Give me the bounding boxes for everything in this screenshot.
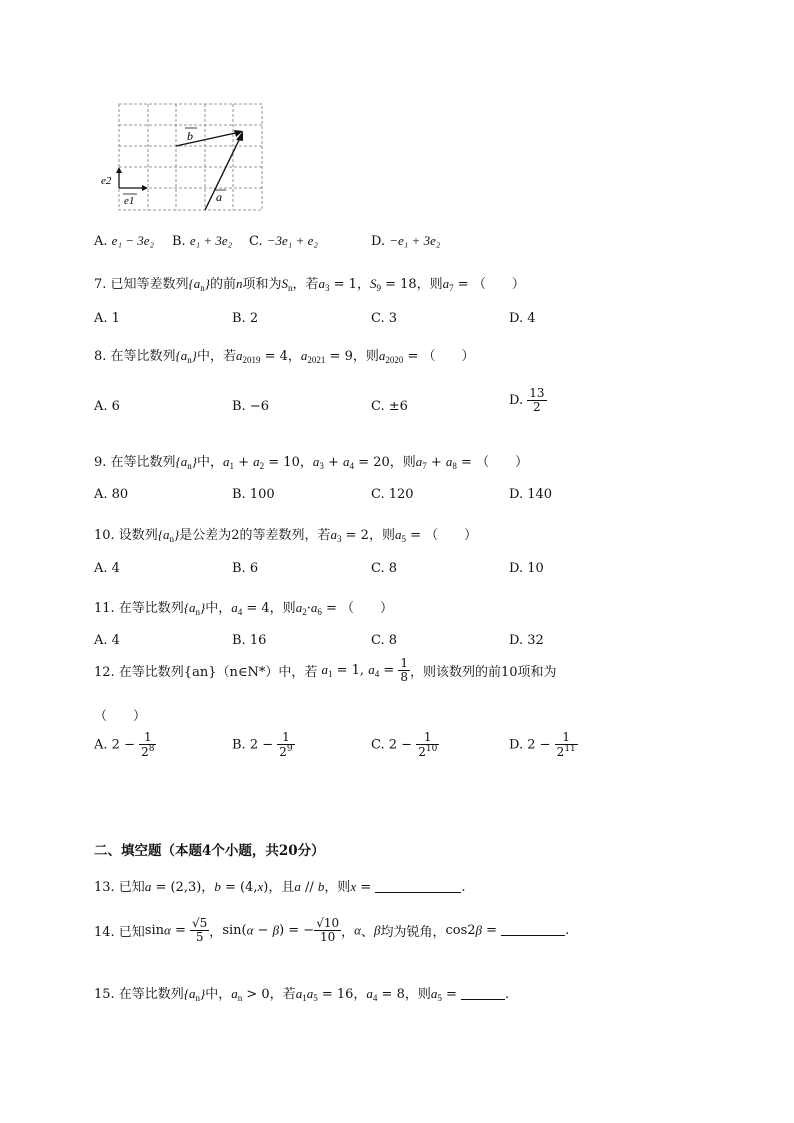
question-10: 10. 设数列$\{a_n\}$是公差为2的等差数列，若$a_3 = 2$，则$a_5$ = （ ）: [94, 527, 478, 544]
question-13: 13. 已知a = (2,3)，b = (4,x)，且a // b，则x = .: [94, 879, 466, 895]
q7-option-c: C. 3: [371, 311, 398, 326]
q8-option-a: A. 6: [94, 399, 120, 414]
question-9: 9. 在等比数列$\{a_n\}$中，$a_1 + a_2 = 10$，$a_3 + a_4 = 20$，则$a_7 + a_8$ = （ ）: [94, 454, 529, 471]
label-b: b: [187, 129, 193, 143]
label-a: a: [216, 190, 222, 204]
q6-option-a-label: A.: [94, 234, 108, 249]
q9-option-d: D. 140: [509, 487, 553, 502]
q8-option-d: D. $\frac{13}{2}$: [509, 386, 545, 415]
q9-option-c: C. 120: [371, 487, 414, 502]
q6-option-d-label: D.: [371, 234, 386, 249]
q6-option-a-text: e₁ − 3e₂: [111, 233, 155, 248]
question-15: 15. 在等比数列$\{a_n\}$中，$a_n > 0$，若$a_1a_5 = 16$，$a_4 = 8$，则$a_5$ = .: [94, 986, 510, 1003]
label-e1: e1: [124, 195, 135, 207]
q6-option-b-label: B.: [172, 234, 186, 249]
q6-option-c: [249, 233, 318, 249]
q6-option-b-text: e₁ + 3e₂: [189, 233, 233, 248]
q6-option-b: [172, 233, 232, 249]
q6-option-d-text: −e₁ + 3e₂: [389, 233, 441, 248]
question-12-line2: （ ）: [94, 709, 147, 724]
q7-option-d: D. 4: [509, 311, 536, 326]
question-12: 12. 在等比数列{an}（n∈N*）中，若 $a_1 = 1$, $a_4$ = $\frac{1}{8}$ ，则该数列的前10项和为: [94, 656, 557, 685]
vector-b: [176, 132, 240, 146]
q9-option-a: A. 80: [94, 487, 129, 502]
q10-option-c: C. 8: [371, 561, 398, 576]
question-7: 7. 已知等差数列$\{a_n\}$的前n项和为$S_n$，若$a_3 = 1$，$S_9 = 18$，则$a_7$ = （ ）: [94, 276, 525, 293]
q15-answer-blank[interactable]: [461, 999, 505, 1000]
q14-answer-blank[interactable]: [501, 935, 565, 936]
label-e2: e2: [101, 175, 112, 187]
q7-option-a: A. 1: [94, 311, 120, 326]
q10-option-a: A. 4: [94, 561, 120, 576]
q6-option-a: [94, 233, 154, 249]
q12-option-b: B. 2 − $\frac{1}{2^9}$: [232, 730, 293, 760]
q11-option-b: B. 16: [232, 633, 267, 648]
q10-option-d: D. 10: [509, 561, 544, 576]
q11-option-d: D. 32: [509, 633, 544, 648]
question-8: 8. 在等比数列$\{a_n\}$中，若$a_{2019} = 4$，$a_{2021} = 9$，则$a_{2020}$ = （ ）: [94, 348, 475, 365]
q12-option-a: A. 2 − $\frac{1}{2^8}$: [94, 730, 155, 760]
q8-option-b: B. −6: [232, 399, 269, 414]
q6-option-c-text: −3e₁ + e₂: [266, 233, 318, 248]
q11-option-c: C. 8: [371, 633, 398, 648]
q9-option-b: B. 100: [232, 487, 275, 502]
q7-option-b: B. 2: [232, 311, 259, 326]
vector-a: [205, 136, 241, 210]
q6-option-c-label: C.: [249, 234, 263, 249]
q13-answer-blank[interactable]: [375, 892, 461, 893]
question-14: 14. 已知sinα = $\frac{√5}{5}$ ，sin(α − β) = − $\frac{√10}{10}$ ，α、β均为锐角，cos2β = .: [94, 916, 570, 945]
question-11: 11. 在等比数列$\{a_n\}$中，$a_4 = 4$，则$a_2\cdot a_6$ = （ ）: [94, 600, 394, 617]
q8-option-c: C. ±6: [371, 399, 408, 414]
vector-grid-figure: [101, 100, 267, 212]
q12-option-c: C. 2 − $\frac{1}{2^{10}}$: [371, 730, 438, 760]
q6-option-d: [371, 233, 440, 249]
q12-option-d: D. 2 − $\frac{1}{2^{11}}$: [509, 730, 576, 760]
q11-option-a: A. 4: [94, 633, 120, 648]
section-2-title: 二、填空题（本题4个小题，共20分）: [94, 843, 325, 859]
q10-option-b: B. 6: [232, 561, 259, 576]
